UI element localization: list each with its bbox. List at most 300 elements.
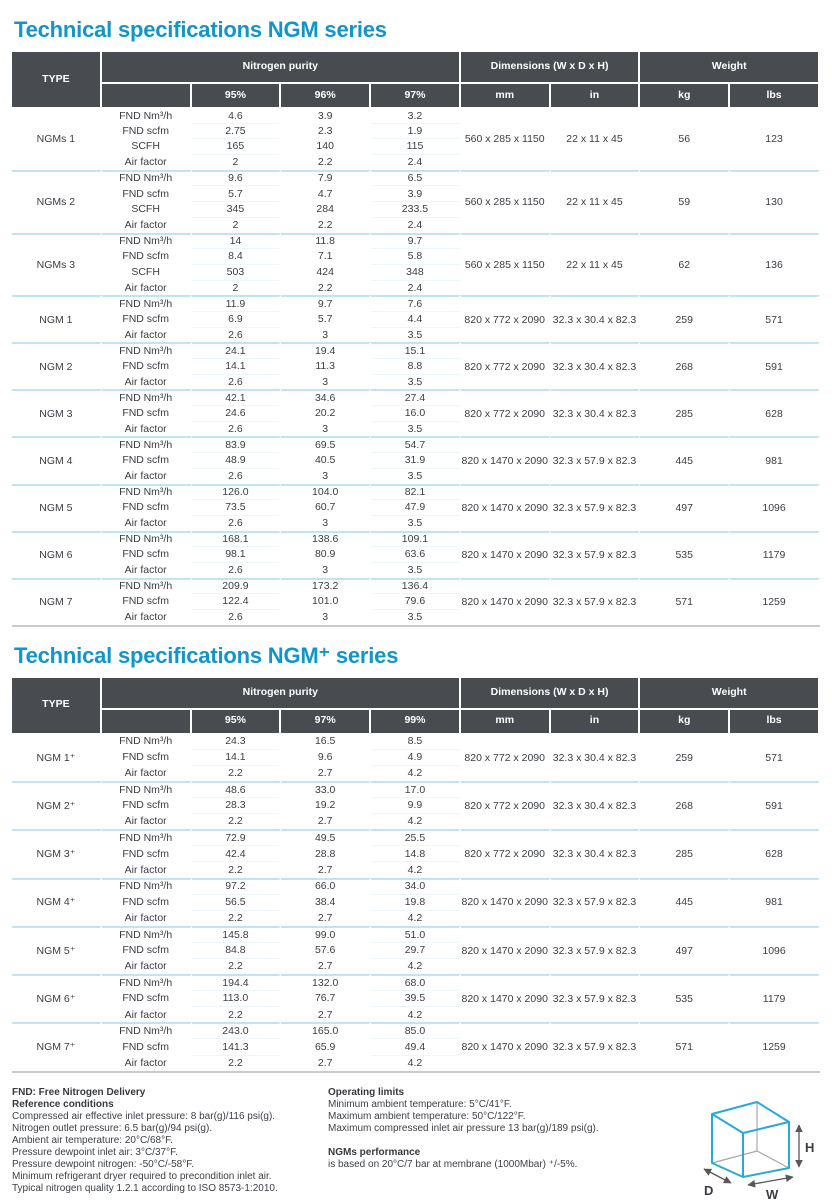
dimensions-mm-cell: 820 x 1470 x 2090 [461,531,551,578]
spec-label-cell: Air factor [102,421,192,437]
cube-icon [686,1089,818,1200]
purity-value-cell: 49.5 [281,829,371,845]
purity-value-cell: 28.3 [192,797,282,813]
purity-value-cell: 4.2 [371,1006,461,1022]
purity-value-cell: 2 [192,217,282,233]
table-row [12,878,820,894]
section-title-ngm-plus-series: Technical specifications NGM⁺ series [14,642,399,668]
depth-arrow [704,1169,731,1183]
purity-value-cell: 4.2 [371,958,461,974]
weight-kg-cell: 535 [640,531,730,578]
purity-value-cell: 24.3 [192,733,282,749]
purity-value-cell: 66.0 [281,878,371,894]
purity-value-cell: 3.5 [371,421,461,437]
dimensions-in-cell: 32.3 x 57.9 x 82.3 [551,531,641,578]
weight-lbs-cell: 1096 [730,926,820,974]
subcolumn-header: in [551,84,641,107]
purity-value-cell: 69.5 [281,436,371,452]
purity-value-cell: 27.4 [371,389,461,405]
table-row [12,389,820,405]
spec-label-cell: SCFH [102,138,192,154]
purity-value-cell: 73.5 [192,499,282,515]
subcolumn-header: kg [640,84,730,107]
type-cell: NGM 6⁺ [12,974,102,1022]
purity-value-cell: 9.9 [371,797,461,813]
type-cell: NGM 1 [12,295,102,342]
footer-line: Reference conditions [12,1098,114,1110]
purity-value-cell: 3 [281,609,371,625]
table-row [12,926,820,942]
dimensions-in-cell: 22 x 11 x 45 [551,170,641,233]
purity-value-cell: 39.5 [371,990,461,1006]
spec-label-cell: FND Nm³/h [102,436,192,452]
purity-value-cell: 2.2 [281,154,371,170]
purity-value-cell: 2.7 [281,813,371,829]
table-row [12,829,820,845]
purity-value-cell: 2.3 [281,123,371,139]
reference-conditions-notes [12,1087,328,1195]
purity-value-cell: 76.7 [281,990,371,1006]
purity-value-cell: 145.8 [192,926,282,942]
purity-value-cell: 4.2 [371,765,461,781]
dimensions-in-cell: 32.3 x 57.9 x 82.3 [551,878,641,926]
purity-value-cell: 165 [192,138,282,154]
table-row [12,342,820,358]
purity-value-cell: 2.7 [281,958,371,974]
purity-value-cell: 3.5 [371,609,461,625]
depth-label: D [704,1182,714,1198]
purity-value-cell: 65.9 [281,1038,371,1054]
weight-lbs-cell: 571 [730,295,820,342]
nitrogen-purity-header: Nitrogen purity [102,52,461,84]
spec-label-cell: FND Nm³/h [102,781,192,797]
purity-value-cell: 2.7 [281,765,371,781]
purity-value-cell: 54.7 [371,436,461,452]
nitrogen-purity-header: Nitrogen purity [102,678,461,710]
purity-value-cell: 28.8 [281,845,371,861]
spec-label-cell: Air factor [102,562,192,578]
subcolumn-header: kg [640,710,730,733]
purity-value-cell: 17.0 [371,781,461,797]
purity-value-cell: 72.9 [192,829,282,845]
spec-label-cell: SCFH [102,264,192,280]
footer-line: Minimum ambient temperature: 5°C/41°F. [328,1098,512,1110]
spec-label-cell: Air factor [102,813,192,829]
spec-label-cell: FND Nm³/h [102,342,192,358]
spec-label-cell: FND scfm [102,123,192,139]
spec-label-cell: FND scfm [102,990,192,1006]
purity-value-cell: 4.2 [371,910,461,926]
weight-kg-cell: 571 [640,1022,730,1070]
cube-visible-edges [712,1102,789,1177]
weight-lbs-cell: 1096 [730,484,820,531]
table-row [12,578,820,594]
purity-value-cell: 3.5 [371,468,461,484]
spec-label-cell: Air factor [102,609,192,625]
dimensions-in-cell: 32.3 x 57.9 x 82.3 [551,926,641,974]
purity-value-cell: 42.4 [192,845,282,861]
subcolumn-header: lbs [730,84,820,107]
spec-label-cell: FND scfm [102,311,192,327]
purity-value-cell: 2.6 [192,327,282,343]
purity-value-cell: 48.9 [192,452,282,468]
operating-limits-notes [328,1087,680,1171]
purity-value-cell: 9.6 [281,749,371,765]
purity-value-cell: 2.2 [192,813,282,829]
purity-value-cell: 99.0 [281,926,371,942]
footer-line: Typical nitrogen quality 1.2.1 according to ISO 8573-1:2010. [12,1182,278,1194]
spec-label-cell: Air factor [102,154,192,170]
purity-value-cell: 109.1 [371,531,461,547]
purity-value-cell: 49.4 [371,1038,461,1054]
footer-line: NGMs performance [328,1146,421,1158]
weight-lbs-cell: 571 [730,733,820,781]
spec-label-cell: FND Nm³/h [102,389,192,405]
weight-header: Weight [640,52,820,84]
footnotes [12,1087,820,1200]
table-subheader-row [12,84,820,107]
footer-line: Ambient air temperature: 20°C/68°F. [12,1134,173,1146]
purity-value-cell: 79.6 [371,593,461,609]
type-cell: NGM 7⁺ [12,1022,102,1070]
ngm-plus-table-wrap [12,678,820,1073]
purity-value-cell: 2.75 [192,123,282,139]
purity-value-cell: 2.4 [371,154,461,170]
spec-label-cell: FND scfm [102,797,192,813]
dimensions-in-cell: 32.3 x 30.4 x 82.3 [551,389,641,436]
purity-value-cell: 15.1 [371,342,461,358]
purity-value-cell: 2.2 [281,217,371,233]
purity-value-cell: 2.7 [281,1006,371,1022]
dimensions-mm-cell: 820 x 772 x 2090 [461,733,551,781]
spec-label-cell: FND scfm [102,894,192,910]
subcolumn-header: lbs [730,710,820,733]
purity-value-cell: 2.6 [192,562,282,578]
spec-label-cell: FND scfm [102,185,192,201]
weight-kg-cell: 62 [640,233,730,296]
subcolumn-header: 99% [371,710,461,733]
purity-value-cell: 2.7 [281,1055,371,1071]
ngm-spec-table [12,52,820,625]
table-header-row [12,678,820,710]
type-column-header: TYPE [12,52,102,107]
weight-kg-cell: 259 [640,733,730,781]
table-row [12,733,820,749]
purity-value-cell: 3.2 [371,107,461,123]
dimensions-mm-cell: 820 x 1470 x 2090 [461,484,551,531]
purity-value-cell: 138.6 [281,531,371,547]
purity-value-cell: 5.7 [281,311,371,327]
table-row [12,436,820,452]
footer-line: FND: Free Nitrogen Delivery [12,1086,146,1098]
weight-kg-cell: 59 [640,170,730,233]
purity-value-cell: 9.7 [281,295,371,311]
type-cell: NGM 1⁺ [12,733,102,781]
dimensions-in-cell: 22 x 11 x 45 [551,107,641,170]
height-label: H [805,1139,815,1155]
purity-value-cell: 3.9 [281,107,371,123]
purity-value-cell: 3 [281,468,371,484]
purity-value-cell: 7.1 [281,248,371,264]
purity-value-cell: 8.5 [371,733,461,749]
purity-value-cell: 104.0 [281,484,371,500]
spec-label-cell: FND scfm [102,499,192,515]
footer-line [328,1135,680,1147]
purity-value-cell: 2.6 [192,609,282,625]
purity-value-cell: 31.9 [371,452,461,468]
purity-value-cell: 243.0 [192,1022,282,1038]
type-cell: NGM 2 [12,342,102,389]
spec-label-cell: FND Nm³/h [102,107,192,123]
purity-value-cell: 4.6 [192,107,282,123]
spec-label-cell: FND Nm³/h [102,531,192,547]
purity-value-cell: 136.4 [371,578,461,594]
dimensions-mm-cell: 820 x 772 x 2090 [461,389,551,436]
purity-value-cell: 34.6 [281,389,371,405]
purity-value-cell: 101.0 [281,593,371,609]
spec-label-cell: FND scfm [102,358,192,374]
spec-label-cell: FND Nm³/h [102,974,192,990]
type-cell: NGM 6 [12,531,102,578]
purity-value-cell: 2.7 [281,861,371,877]
subcolumn-header [102,710,192,733]
purity-value-cell: 3 [281,515,371,531]
purity-value-cell: 7.9 [281,170,371,186]
footer-line: Maximum compressed inlet air pressure 13 bar(g)/189 psi(g). [328,1122,599,1134]
table-row [12,1022,820,1038]
spec-label-cell: Air factor [102,217,192,233]
spec-label-cell: FND scfm [102,749,192,765]
dimensions-in-cell: 32.3 x 30.4 x 82.3 [551,829,641,877]
purity-value-cell: 29.7 [371,942,461,958]
purity-value-cell: 2.2 [192,910,282,926]
ngm-plus-spec-table [12,678,820,1071]
purity-value-cell: 132.0 [281,974,371,990]
weight-lbs-cell: 591 [730,781,820,829]
purity-value-cell: 83.9 [192,436,282,452]
purity-value-cell: 14.1 [192,358,282,374]
spec-label-cell: FND Nm³/h [102,733,192,749]
purity-value-cell: 2.4 [371,280,461,296]
table-row [12,170,820,186]
weight-kg-cell: 497 [640,926,730,974]
purity-value-cell: 19.8 [371,894,461,910]
dimensions-mm-cell: 820 x 1470 x 2090 [461,578,551,625]
purity-value-cell: 141.3 [192,1038,282,1054]
spec-label-cell: FND scfm [102,942,192,958]
purity-value-cell: 4.4 [371,311,461,327]
type-cell: NGM 2⁺ [12,781,102,829]
dimensions-in-cell: 32.3 x 57.9 x 82.3 [551,436,641,483]
purity-value-cell: 9.6 [192,170,282,186]
purity-value-cell: 19.2 [281,797,371,813]
footer-line: is based on 20°C/7 bar at membrane (1000Mbar) ⁺/-5%. [328,1158,578,1170]
purity-value-cell: 348 [371,264,461,280]
weight-kg-cell: 259 [640,295,730,342]
spec-label-cell: Air factor [102,958,192,974]
spec-label-cell: FND Nm³/h [102,926,192,942]
subcolumn-header: mm [461,710,551,733]
spec-label-cell: FND Nm³/h [102,295,192,311]
purity-value-cell: 4.7 [281,185,371,201]
purity-value-cell: 42.1 [192,389,282,405]
table-row [12,974,820,990]
dimensions-in-cell: 32.3 x 57.9 x 82.3 [551,578,641,625]
table-header-row [12,52,820,84]
spec-label-cell: Air factor [102,515,192,531]
table-row [12,781,820,797]
weight-kg-cell: 535 [640,974,730,1022]
weight-kg-cell: 571 [640,578,730,625]
dimensions-in-cell: 32.3 x 57.9 x 82.3 [551,974,641,1022]
weight-kg-cell: 497 [640,484,730,531]
dimensions-mm-cell: 560 x 285 x 1150 [461,170,551,233]
dimensions-mm-cell: 820 x 772 x 2090 [461,295,551,342]
purity-value-cell: 2.6 [192,468,282,484]
table-subheader-row [12,710,820,733]
weight-lbs-cell: 628 [730,389,820,436]
purity-value-cell: 24.6 [192,405,282,421]
dimensions-header: Dimensions (W x D x H) [461,678,641,710]
purity-value-cell: 9.7 [371,233,461,249]
purity-value-cell: 209.9 [192,578,282,594]
purity-value-cell: 5.7 [192,185,282,201]
spec-label-cell: FND scfm [102,405,192,421]
dimensions-in-cell: 32.3 x 57.9 x 82.3 [551,1022,641,1070]
spec-label-cell: Air factor [102,468,192,484]
purity-value-cell: 173.2 [281,578,371,594]
purity-value-cell: 165.0 [281,1022,371,1038]
purity-value-cell: 6.9 [192,311,282,327]
purity-value-cell: 2.2 [192,1055,282,1071]
subcolumn-header: 95% [192,710,282,733]
type-cell: NGM 3⁺ [12,829,102,877]
purity-value-cell: 3 [281,327,371,343]
dimensions-mm-cell: 560 x 285 x 1150 [461,107,551,170]
purity-value-cell: 122.4 [192,593,282,609]
table-row [12,233,820,249]
weight-lbs-cell: 1259 [730,1022,820,1070]
table-row [12,484,820,500]
dimensions-mm-cell: 560 x 285 x 1150 [461,233,551,296]
purity-value-cell: 57.6 [281,942,371,958]
type-cell: NGM 3 [12,389,102,436]
table-row [12,107,820,123]
dimension-cube-diagram [680,1089,820,1200]
subcolumn-header: in [551,710,641,733]
purity-value-cell: 2.2 [281,280,371,296]
dimensions-mm-cell: 820 x 1470 x 2090 [461,1022,551,1070]
purity-value-cell: 2.6 [192,421,282,437]
purity-value-cell: 8.4 [192,248,282,264]
purity-value-cell: 6.5 [371,170,461,186]
weight-kg-cell: 268 [640,342,730,389]
spec-label-cell: FND scfm [102,1038,192,1054]
purity-value-cell: 2 [192,280,282,296]
weight-header: Weight [640,678,820,710]
weight-lbs-cell: 981 [730,436,820,483]
weight-lbs-cell: 1179 [730,974,820,1022]
type-cell: NGM 5 [12,484,102,531]
purity-value-cell: 19.4 [281,342,371,358]
purity-value-cell: 2.2 [192,958,282,974]
dimensions-header: Dimensions (W x D x H) [461,52,641,84]
purity-value-cell: 3.5 [371,374,461,390]
type-cell: NGM 5⁺ [12,926,102,974]
purity-value-cell: 3 [281,421,371,437]
spec-label-cell: FND Nm³/h [102,878,192,894]
purity-value-cell: 14.8 [371,845,461,861]
subcolumn-header: 97% [281,710,371,733]
purity-value-cell: 284 [281,201,371,217]
purity-value-cell: 60.7 [281,499,371,515]
subcolumn-header: 97% [371,84,461,107]
purity-value-cell: 3 [281,562,371,578]
purity-value-cell: 126.0 [192,484,282,500]
weight-lbs-cell: 1179 [730,531,820,578]
purity-value-cell: 82.1 [371,484,461,500]
spec-label-cell: Air factor [102,1055,192,1071]
weight-lbs-cell: 1259 [730,578,820,625]
type-cell: NGM 4⁺ [12,878,102,926]
purity-value-cell: 16.5 [281,733,371,749]
purity-value-cell: 98.1 [192,546,282,562]
weight-lbs-cell: 591 [730,342,820,389]
weight-lbs-cell: 981 [730,878,820,926]
spec-label-cell: FND scfm [102,546,192,562]
purity-value-cell: 2.2 [192,765,282,781]
type-cell: NGM 7 [12,578,102,625]
footer-line: Operating limits [328,1086,405,1098]
subcolumn-header: mm [461,84,551,107]
purity-value-cell: 20.2 [281,405,371,421]
spec-label-cell: FND Nm³/h [102,233,192,249]
purity-value-cell: 97.2 [192,878,282,894]
purity-value-cell: 2.4 [371,217,461,233]
purity-value-cell: 34.0 [371,878,461,894]
purity-value-cell: 2 [192,154,282,170]
purity-value-cell: 2.6 [192,515,282,531]
dimensions-in-cell: 22 x 11 x 45 [551,233,641,296]
purity-value-cell: 4.2 [371,1055,461,1071]
dimensions-mm-cell: 820 x 1470 x 2090 [461,974,551,1022]
dimensions-in-cell: 32.3 x 30.4 x 82.3 [551,342,641,389]
table-row [12,531,820,547]
purity-value-cell: 5.8 [371,248,461,264]
spec-label-cell: Air factor [102,327,192,343]
purity-value-cell: 24.1 [192,342,282,358]
type-cell: NGMs 3 [12,233,102,296]
purity-value-cell: 3.5 [371,327,461,343]
purity-value-cell: 56.5 [192,894,282,910]
footer-line: Pressure dewpoint inlet air: 3°C/37°F. [12,1146,178,1158]
weight-kg-cell: 445 [640,436,730,483]
subcolumn-header: 96% [281,84,371,107]
purity-value-cell: 3.5 [371,515,461,531]
dimensions-mm-cell: 820 x 1470 x 2090 [461,878,551,926]
subcolumn-header [102,84,192,107]
purity-value-cell: 3.9 [371,185,461,201]
footer-line: Minimum refrigerant dryer required to precondition inlet air. [12,1170,272,1182]
dimensions-mm-cell: 820 x 1470 x 2090 [461,436,551,483]
purity-value-cell: 14.1 [192,749,282,765]
spec-label-cell: Air factor [102,765,192,781]
purity-value-cell: 2.6 [192,374,282,390]
dimensions-mm-cell: 820 x 772 x 2090 [461,342,551,389]
purity-value-cell: 80.9 [281,546,371,562]
weight-lbs-cell: 136 [730,233,820,296]
dimensions-in-cell: 32.3 x 57.9 x 82.3 [551,484,641,531]
